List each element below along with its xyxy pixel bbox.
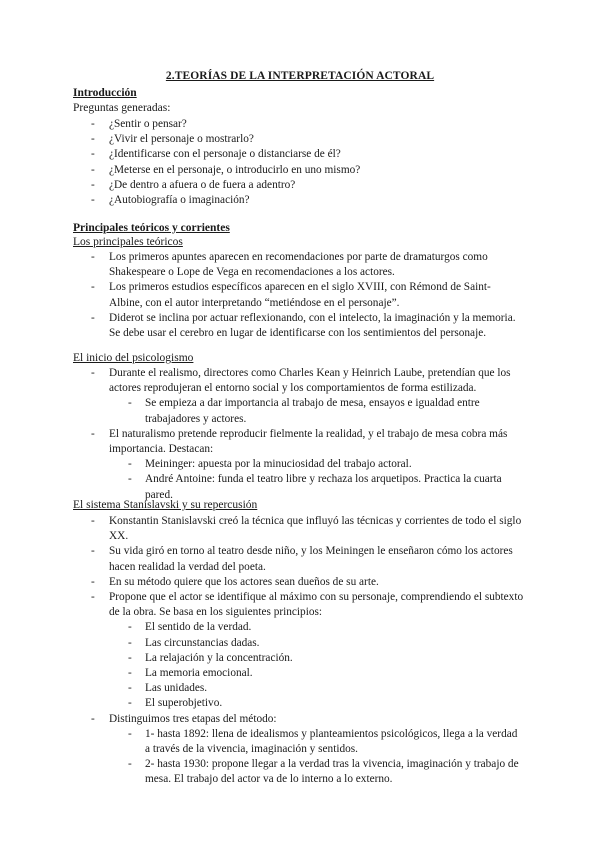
teoricos-list [0,250,600,341]
list-subitem: - Las unidades. [128,682,208,695]
section-subheading-teoricos: Los principales teóricos [73,236,183,248]
psicologismo-list [0,366,600,503]
list-item: - Konstantin Stanislavski creó la técnica que influyó las técnicas y corrientes de todo el siglo XX. [91,515,522,543]
questions-list [0,117,600,208]
page-title: 2.TEORÍAS DE LA INTERPRETACIÓN ACTORAL [165,70,435,82]
list-item: - ¿Meterse en el personaje, o introducirlo en uno mismo? [91,163,361,176]
list-subitem: - 2- hasta 1930: propone llegar a la verdad tras la vivencia, imaginación y trabajo de mesa. El trabajo del actor va de lo interno a lo externo. [128,758,519,786]
section-heading-introduccion: Introducción [73,87,137,99]
list-item: - Los primeros estudios específicos aparecen en el siglo XVIII, con Rémond de Saint-Albine, con el autor interpretando “metiéndose en el personaje”. [91,281,491,309]
list-item: - ¿Vivir el personaje o mostrarlo? [91,133,254,146]
list-subitem: - André Antoine: funda el teatro libre y rechaza los arquetipos. Practica la cuarta pared. [128,473,502,501]
list-item: - Distinguimos tres etapas del método: [91,712,277,725]
section-heading-principales: Principales teóricos y corrientes [73,222,230,234]
list-item: - ¿Autobiografía o imaginación? [91,194,250,207]
list-item: - Su vida giró en torno al teatro desde niño, y los Meiningen le enseñaron cómo los actores hacen realidad la verdad del poeta. [91,545,513,573]
list-subitem: - Meininger: apuesta por la minuciosidad del trabajo actoral. [128,458,412,471]
section-subheading-preguntas: Preguntas generadas: [73,102,171,114]
list-item: - El naturalismo pretende reproducir fielmente la realidad, y el trabajo de mesa cobra más importancia. Destacan: [91,427,508,456]
list-subitem: - El superobjetivo. [128,697,223,710]
list-item: - ¿Sentir o pensar? [91,118,187,130]
list-subitem: - 1- hasta 1892: llena de idealismos y planteamientos psicológicos, llega a la verdad a través de la vivencia, imaginación y sentidos. [128,727,518,756]
list-item: - Durante el realismo, directores como Charles Kean y Heinrich Laube, pretendían que los actores reprodujeran el entorno social y los comportamientos de forma estilizada. [91,367,511,395]
list-item: - Los primeros apuntes aparecen en recomendaciones por parte de dramaturgos como Shakespeare o Lope de Vega en recomendaciones a los actores. [91,251,488,279]
list-subitem: - Las circunstancias dadas. [128,636,260,649]
stanislavski-list [0,514,600,788]
list-item: - En su método quiere que los actores sean dueños de su arte. [91,575,379,588]
section-subheading-stanislavski: El sistema Stanislavski y su repercusión [73,499,258,511]
section-subheading-psicologismo: El inicio del psicologismo [73,352,194,364]
list-subitem: - El sentido de la verdad. [128,621,252,634]
list-item: - ¿De dentro a afuera o de fuera a adentro? [91,178,296,191]
list-item: - Propone que el actor se identifique al máximo con su personaje, comprendiendo el subtexto de la obra. Se basa en los siguientes principios: [91,591,524,619]
list-subitem: - La memoria emocional. [128,667,253,680]
list-subitem: - Se empieza a dar importancia al trabajo de mesa, ensayos e igualdad entre trabajadores y actores. [128,397,480,425]
list-item: - ¿Identificarse con el personaje o distanciarse de él? [91,148,341,161]
list-item: - Diderot se inclina por actuar reflexionando, con el intelecto, la imaginación y la memoria. Se debe usar el cerebro en lugar de identificarse con los sentimientos del personaje. [91,311,516,340]
list-subitem: - La relajación y la concentración. [128,651,293,664]
